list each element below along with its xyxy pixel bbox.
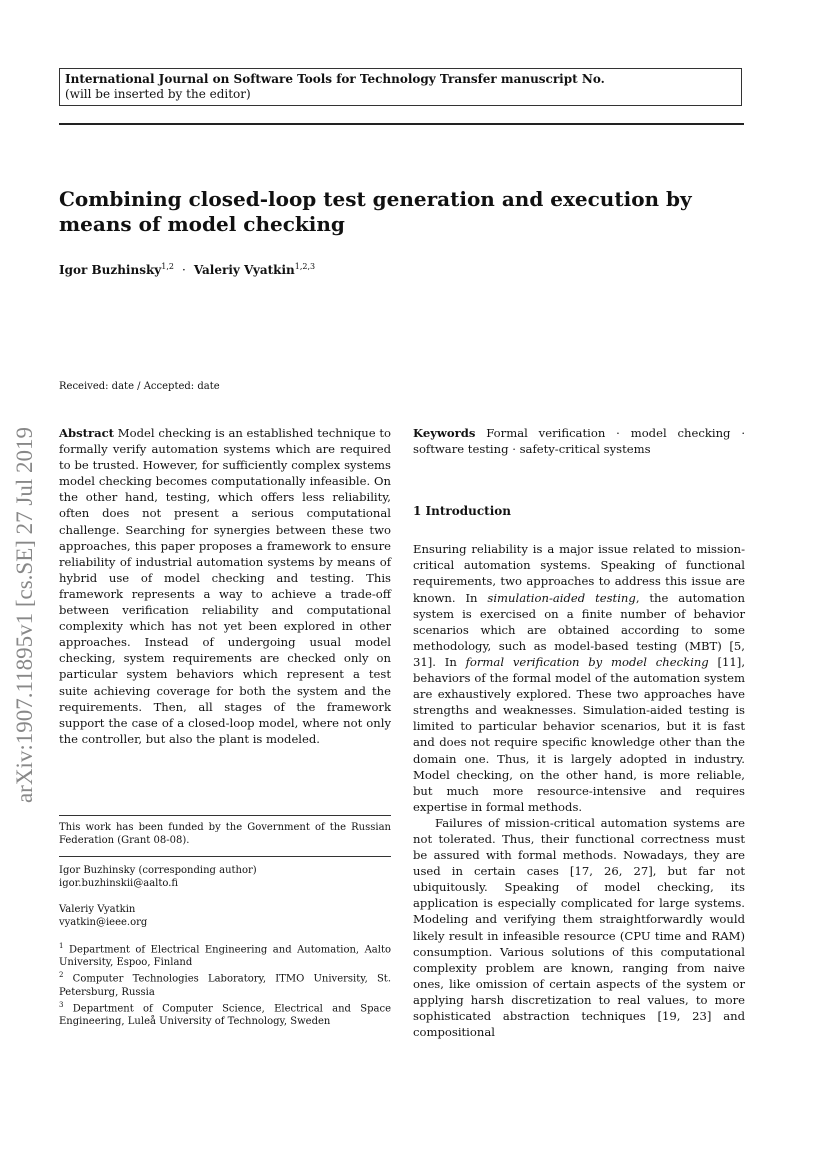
keywords-label: Keywords: [413, 426, 476, 440]
left-column: [59, 425, 391, 747]
contact-block: [59, 864, 391, 1028]
journal-header-box: [59, 68, 742, 106]
text-run: Ensuring reliability is a major issue related to mission-critical automation systems. Speaking of functional requirements, two approaches to address this issue are known. In: [413, 542, 745, 605]
affiliation: [59, 940, 391, 969]
emphasis: formal verification by model checking: [465, 654, 709, 669]
section-heading: 1 Introduction: [413, 504, 511, 519]
text-run: [11], behaviors of the formal model of the automation system are exhaustively explored. These two approaches have strengths and weaknesses. Simulation-aided testing is limited to particular behavior scenarios, but it is fast and does not require specific knowledge other than the domain one. Thus, it is largely adopted in industry. Model checking, on the other hand, is more reliable, but much more resource-intensive and requires expertise in formal methods.: [413, 654, 745, 814]
emphasis: simulation-aided testing: [487, 590, 636, 605]
funding-note: This work has been funded by the Government of the Russian Federation (Grant 08-08).: [59, 822, 391, 846]
abstract-text: Model checking is an established technique to formally verify automation systems which are required to be trusted. However, for sufficiently complex systems model checking becomes computationally infeasible. On the other hand, testing, which offers less reliability, often does not present a serious computational challenge. Searching for synergies between these two approaches, this paper proposes a framework to ensure reliability of industrial automation systems by means of hybrid use of model checking and testing. This framework represents a way to achieve a trade-off between verification reliability and computational complexity which has not yet been explored in other approaches. Instead of undergoing usual model checking, system requirements are checked only on particular system behaviors which represent a test suite achieving coverage for both the system and the requirements. Then, all stages of the framework support the case of a closed-loop model, where not only the controller, but also the plant is modeled.: [59, 426, 392, 746]
affiliation-number: 2: [59, 971, 64, 980]
contact-name: Igor Buzhinsky (corresponding author): [59, 865, 257, 876]
affiliation-text: Department of Electrical Engineering and Automation, Aalto University, Espoo, Finland: [59, 944, 391, 969]
affiliation: [59, 999, 391, 1028]
author-separator: ·: [181, 263, 186, 277]
received-date: Received: date / Accepted: date: [59, 381, 220, 392]
contact-name: Valeriy Vyatkin: [59, 904, 136, 915]
intro-paragraph-2: Failures of mission-critical automation systems are not tolerated. Thus, their functional correctness must be assured with formal methods. Nowadays, they are used in certain cases [17, 26, 27], but far not ubiquitously. Speaking of model checking, its application is especially complicated for large systems. Modeling and verifying them straightforwardly would likely result in infeasible resource (CPU time and RAM) consumption. Various solutions of this computational complexity problem are known, ranging from naive ones, like omission of certain aspects of the system or applying harsh discretization to real values, to more sophisticated abstraction techniques [19, 23] and compositional: [413, 815, 745, 1040]
author-name: Igor Buzhinsky: [59, 263, 162, 277]
affiliation-text: Department of Computer Science, Electrical and Space Engineering, Luleå University of Technology, Sweden: [59, 1002, 391, 1027]
author-affil: 1,2: [161, 262, 174, 271]
abstract: [59, 425, 391, 747]
arxiv-id: arXiv:1907.11895v1 [cs.SE] 27 Jul 2019: [12, 426, 37, 804]
footnote-rule: [59, 815, 391, 816]
keywords: [413, 425, 745, 457]
author-affil: 1,2,3: [294, 262, 316, 271]
journal-name: International Journal on Software Tools for Technology Transfer manuscript No.: [65, 72, 605, 86]
affiliation: [59, 969, 391, 998]
editor-note: (will be inserted by the editor): [65, 87, 251, 101]
arxiv-stamp: [0, 380, 50, 850]
abstract-label: Abstract: [59, 426, 115, 440]
paper-title: Combining closed-loop test generation and execution by means of model checking: [59, 187, 692, 236]
affiliation-number: 3: [59, 1000, 64, 1009]
keywords-text: Formal verification · model checking · software testing · safety-critical systems: [413, 426, 746, 457]
author-list: [59, 262, 315, 277]
right-column: [413, 425, 745, 1040]
header-rule: [59, 123, 744, 125]
author-name: Valeriy Vyatkin: [193, 263, 295, 277]
intro-paragraph-1: [413, 541, 745, 815]
text-run: , the automation system is exercised on a finite number of behavior scenarios which are obtained according to some methodology, such as model-based testing (MBT) [5, 31]. In: [413, 590, 746, 669]
contact-email: igor.buzhinskii@aalto.fi: [59, 878, 179, 889]
footnote-rule-2: [59, 856, 391, 857]
affiliation-number: 1: [59, 942, 64, 950]
affiliation-text: Computer Technologies Laboratory, ITMO University, St. Petersburg, Russia: [59, 973, 391, 998]
contact-email: vyatkin@ieee.org: [59, 917, 148, 928]
